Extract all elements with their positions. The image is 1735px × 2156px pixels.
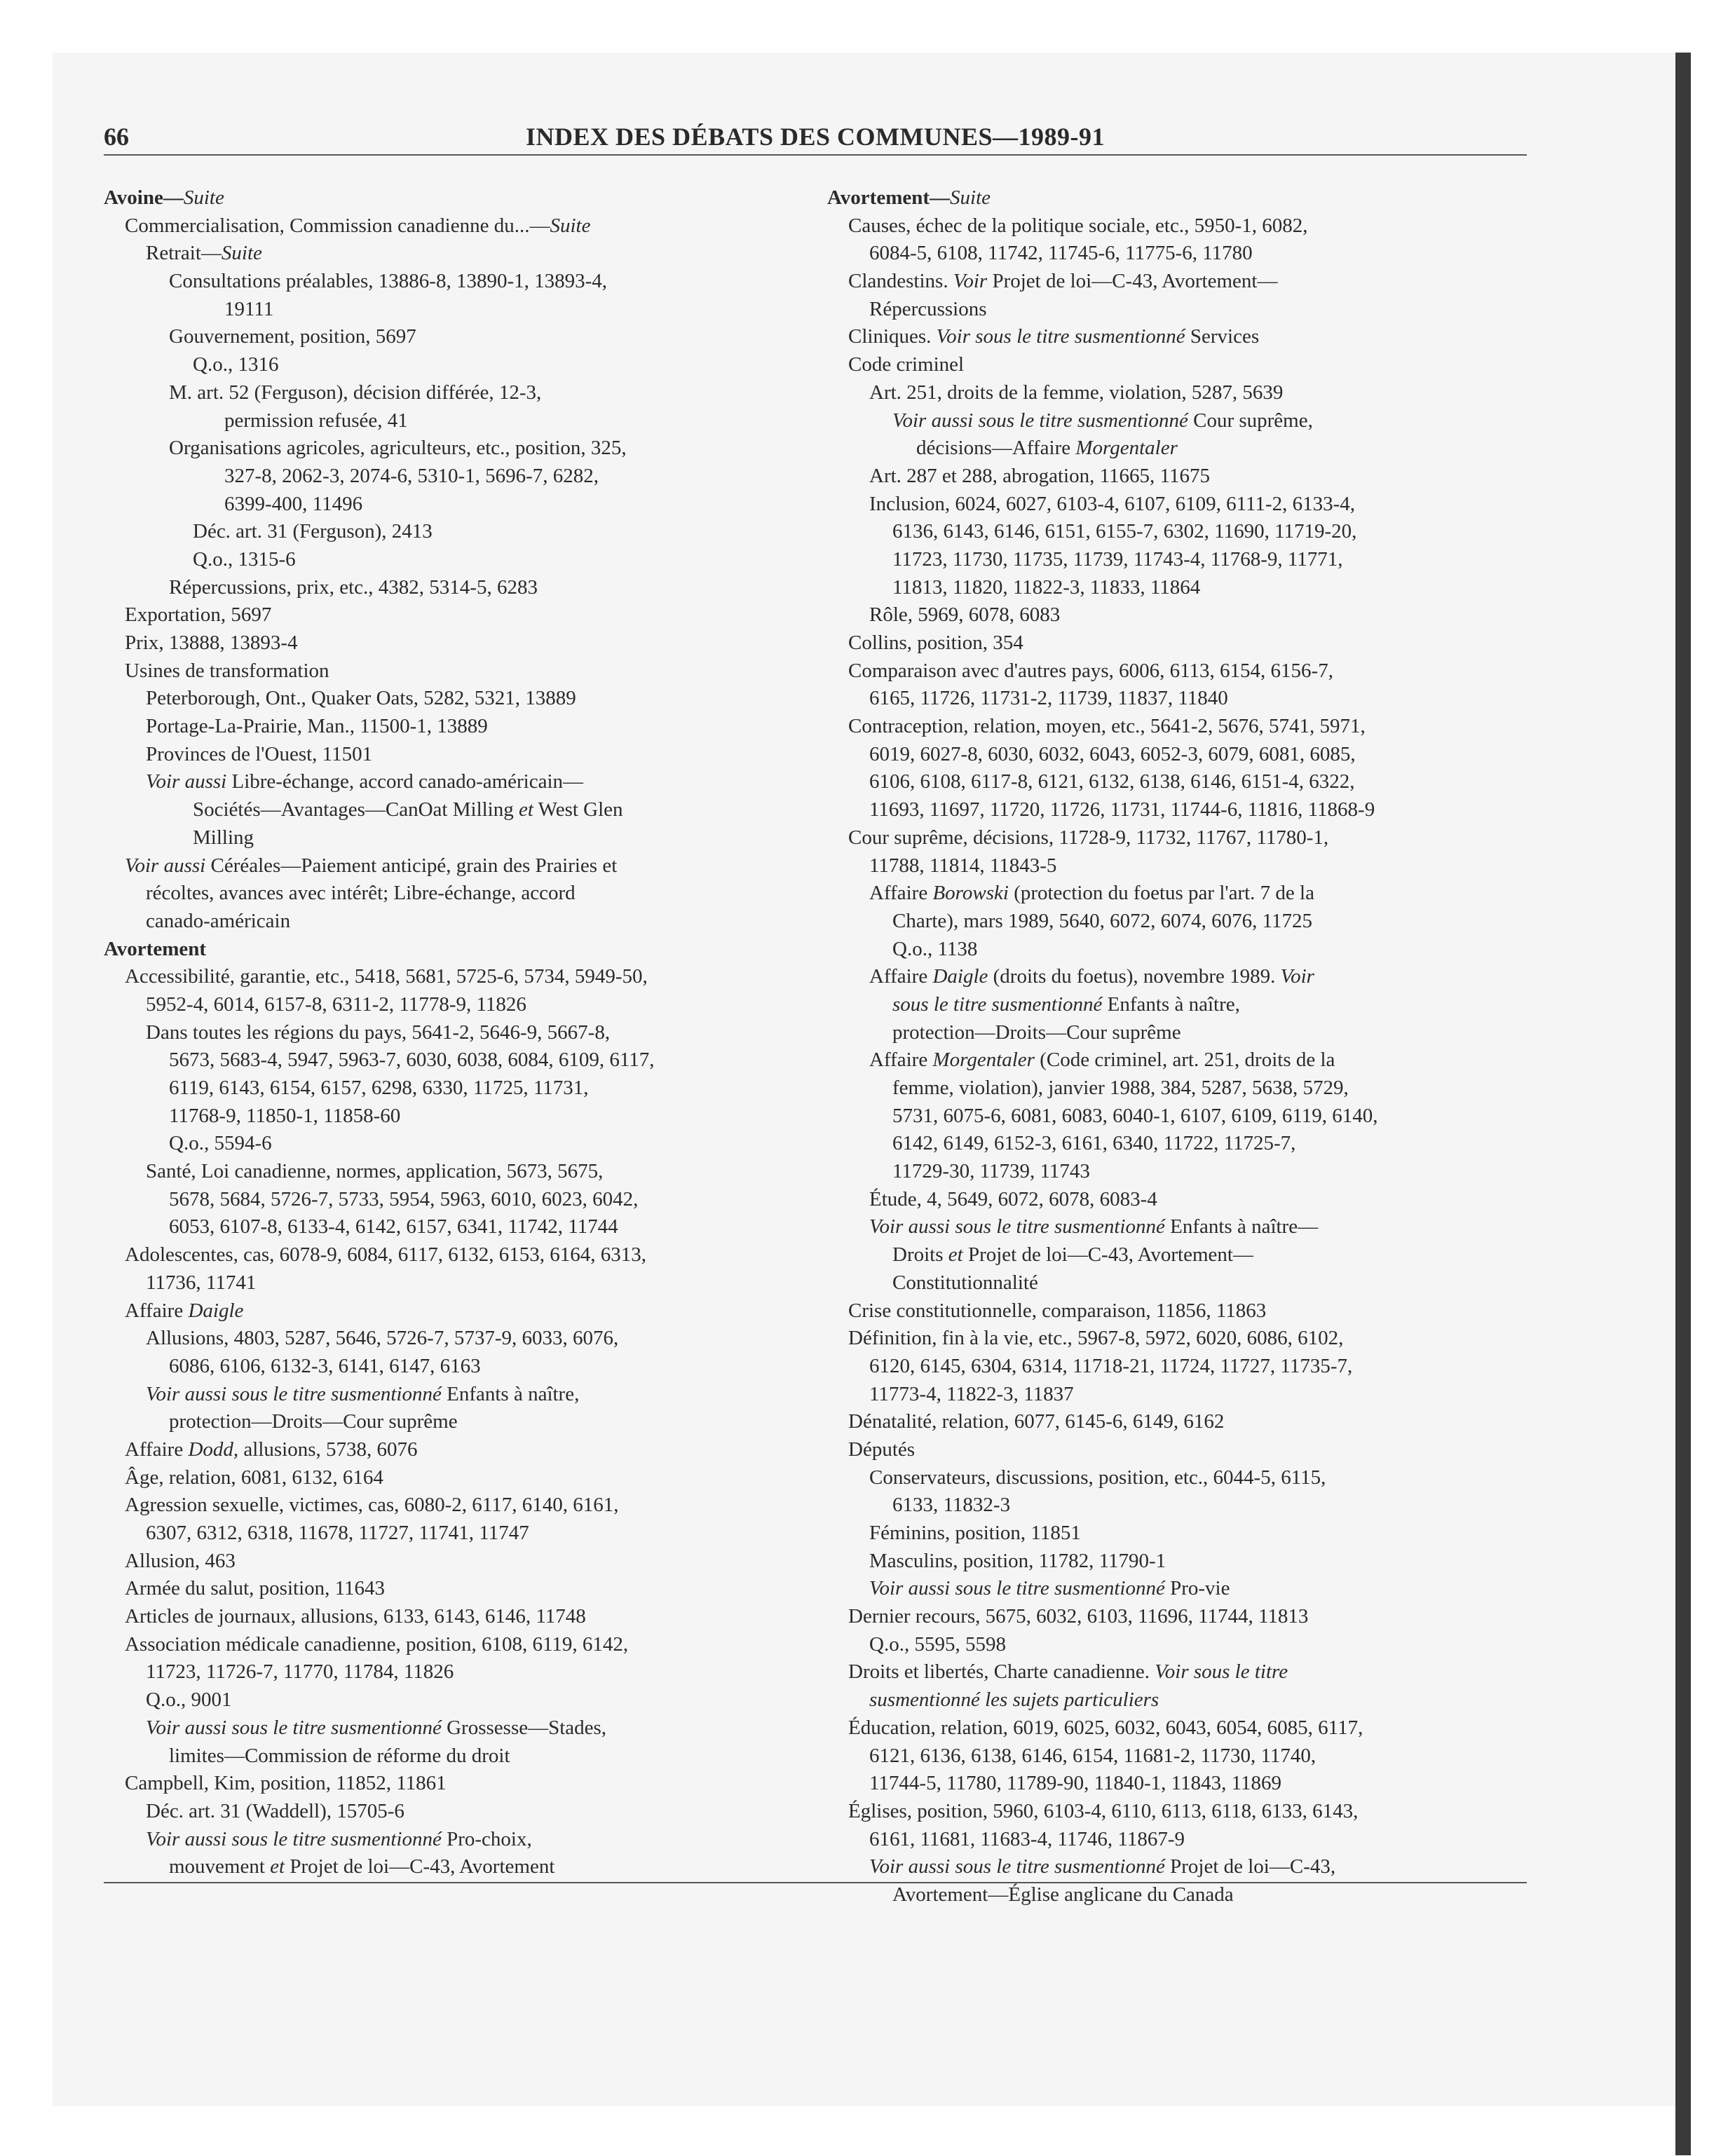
index-text: Âge, relation, 6081, 6132, 6164 [125, 1466, 383, 1489]
index-line [104, 1046, 777, 1074]
index-text: Portage-La-Prairie, Man., 11500-1, 13889 [146, 715, 488, 738]
index-text: Daigle [932, 965, 988, 988]
index-text: Q.o., 1138 [892, 937, 978, 960]
index-text: 6019, 6027-8, 6030, 6032, 6043, 6052-3, 6079, 6081, 6085, [869, 742, 1356, 765]
index-text: 5673, 5683-4, 5947, 5963-7, 6030, 6038, 6084, 6109, 6117, [169, 1049, 655, 1072]
index-text: Voir aussi sous le titre susmentionné [146, 1716, 442, 1739]
index-text: susmentionné les sujets particuliers [869, 1688, 1159, 1712]
index-line [104, 184, 777, 212]
index-line [104, 1575, 777, 1603]
index-text: 6133, 11832-3 [892, 1494, 1011, 1517]
index-line [827, 407, 1500, 435]
index-text: Collins, position, 354 [848, 632, 1023, 654]
binding-edge [1675, 53, 1691, 2155]
index-text: 6307, 6312, 6318, 11678, 11727, 11741, 11747 [146, 1522, 529, 1544]
index-text: Q.o., 5594-6 [169, 1132, 272, 1155]
index-line [827, 1186, 1500, 1214]
index-line [104, 296, 777, 324]
index-text: Féminins, position, 11851 [869, 1522, 1081, 1544]
index-line [104, 713, 777, 741]
index-text: Provinces de l'Ouest, 11501 [146, 742, 373, 765]
index-text: Exportation, 5697 [125, 603, 272, 627]
index-line [104, 1826, 777, 1854]
index-text: Masculins, position, 11782, 11790-1 [869, 1549, 1166, 1572]
index-line [827, 880, 1500, 908]
index-line [827, 1658, 1500, 1686]
index-line [104, 1408, 777, 1436]
index-text: Cliniques. [848, 325, 937, 348]
index-line [104, 1381, 777, 1409]
index-text: Morgentaler [932, 1049, 1035, 1072]
index-text: 6119, 6143, 6154, 6157, 6298, 6330, 11725, 11731, [169, 1077, 589, 1099]
index-line [104, 1074, 777, 1103]
index-text: Comparaison avec d'autres pays, 6006, 6113, 6154, 6156-7, [848, 659, 1333, 682]
index-line [827, 518, 1500, 546]
index-line [827, 685, 1500, 713]
index-text: (Code criminel, art. 251, droits de la [1034, 1049, 1335, 1072]
index-text: Articles de journaux, allusions, 6133, 6143, 6146, 11748 [125, 1605, 586, 1628]
index-text: Organisations agricoles, agriculteurs, etc., position, 325, [169, 437, 627, 460]
index-line [827, 463, 1500, 491]
index-text: Adolescentes, cas, 6078-9, 6084, 6117, 6132, 6153, 6164, 6313, [125, 1243, 646, 1267]
index-text: Conservateurs, discussions, position, etc., 6044-5, 6115, [869, 1466, 1326, 1489]
page-number: 66 [104, 123, 129, 151]
index-text: allusions, 5738, 6076 [238, 1438, 418, 1461]
index-text: Répercussions, prix, etc., 4382, 5314-5, 6283 [169, 575, 538, 599]
index-text: et [948, 1243, 963, 1267]
index-line [827, 1297, 1500, 1325]
index-text: Q.o., 1315-6 [193, 547, 296, 571]
index-text: Cour suprême, [1188, 409, 1313, 432]
index-text: Étude, 4, 5649, 6072, 6078, 6083-4 [869, 1187, 1157, 1210]
index-line [827, 1269, 1500, 1297]
index-line [104, 518, 777, 546]
index-line [827, 796, 1500, 824]
index-line [104, 852, 777, 880]
index-text: Art. 287 et 288, abrogation, 11665, 11675 [869, 464, 1210, 487]
index-line [827, 1464, 1500, 1492]
index-text: 11768-9, 11850-1, 11858-60 [169, 1104, 401, 1127]
index-text: Affaire [869, 1049, 933, 1072]
index-line [827, 1603, 1500, 1631]
index-line [104, 1798, 777, 1826]
index-line [104, 1158, 777, 1186]
index-line [104, 1714, 777, 1742]
index-line [104, 824, 777, 852]
index-line [827, 1158, 1500, 1186]
index-line [827, 379, 1500, 407]
index-text: Contraception, relation, moyen, etc., 5641-2, 5676, 5741, 5971, [848, 715, 1366, 738]
index-line [827, 1770, 1500, 1798]
index-line [827, 908, 1500, 936]
running-title: INDEX DES DÉBATS DES COMMUNES—1989-91 [526, 123, 1105, 151]
index-line [827, 1492, 1500, 1520]
index-line [104, 435, 777, 463]
index-text: Code criminel [848, 353, 965, 376]
index-line [827, 601, 1500, 629]
index-text: Charte), mars 1989, 5640, 6072, 6074, 6076, 11725 [892, 909, 1313, 932]
index-line [104, 1686, 777, 1714]
index-text: Milling [193, 826, 254, 849]
index-text: 11813, 11820, 11822-3, 11833, 11864 [892, 575, 1201, 599]
index-text: 11723, 11726-7, 11770, 11784, 11826 [146, 1660, 454, 1684]
index-line [827, 574, 1500, 602]
index-line [827, 963, 1500, 991]
index-text: Libre-échange, accord canado-américain— [226, 770, 584, 793]
index-text: Avortement [104, 937, 207, 960]
index-line [827, 1548, 1500, 1576]
index-text: Causes, échec de la politique sociale, etc., 5950-1, 6082, [848, 214, 1308, 237]
index-text: Borowski [932, 882, 1009, 905]
index-line [827, 296, 1500, 324]
index-text: 11729-30, 11739, 11743 [892, 1160, 1090, 1183]
index-text: Enfants à naître, [1102, 992, 1240, 1016]
index-line [827, 1826, 1500, 1854]
index-text: 6142, 6149, 6152-3, 6161, 6340, 11722, 11725-7, [892, 1132, 1296, 1155]
index-text: 11788, 11814, 11843-5 [869, 854, 1057, 877]
index-text: Affaire [125, 1438, 189, 1461]
index-line [104, 1353, 777, 1381]
index-text: Morgentaler [1075, 437, 1178, 460]
index-line [827, 1575, 1500, 1603]
index-line [104, 351, 777, 379]
index-text: Daigle [188, 1299, 244, 1322]
index-text: 11723, 11730, 11735, 11739, 11743-4, 11768-9, 11771, [892, 547, 1343, 571]
index-text: Projet de loi—C-43, [1164, 1855, 1336, 1878]
index-text: 6106, 6108, 6117-8, 6121, 6132, 6138, 6146, 6151-4, 6322, [869, 770, 1355, 793]
index-line [104, 685, 777, 713]
index-line [104, 1520, 777, 1548]
index-text: Association médicale canadienne, position, 6108, 6119, 6142, [125, 1632, 629, 1656]
index-line [827, 991, 1500, 1019]
index-line [827, 1520, 1500, 1548]
index-text: 6084-5, 6108, 11742, 11745-6, 11775-6, 11780 [869, 242, 1253, 265]
index-line [827, 1325, 1500, 1353]
index-line [827, 1241, 1500, 1269]
index-text: mouvement [169, 1855, 271, 1878]
index-line [104, 1269, 777, 1297]
index-text: 5678, 5684, 5726-7, 5733, 5954, 5963, 6010, 6023, 6042, [169, 1187, 639, 1210]
index-line [104, 1186, 777, 1214]
index-text: 11736, 11741 [146, 1271, 257, 1294]
index-text: Voir aussi [125, 854, 206, 877]
index-text: 6121, 6136, 6138, 6146, 6154, 11681-2, 11730, 11740, [869, 1744, 1316, 1767]
index-line [827, 212, 1500, 240]
index-text: et [270, 1855, 285, 1878]
index-text: Accessibilité, garantie, etc., 5418, 5681, 5725-6, 5734, 5949-50, [125, 965, 648, 988]
index-text: Enfants à naître— [1164, 1215, 1319, 1239]
index-text: Pro-choix, [441, 1827, 532, 1850]
index-text: permission refusée, 41 [224, 409, 408, 432]
index-text: 6399-400, 11496 [224, 492, 363, 515]
index-text: Dans toutes les régions du pays, 5641-2, 5646-9, 5667-8, [146, 1021, 611, 1044]
index-text: Voir aussi sous le titre susmentionné [892, 409, 1188, 432]
index-text: Santé, Loi canadienne, normes, application, 5673, 5675, [146, 1160, 604, 1183]
index-column-left [104, 184, 777, 1881]
index-line [827, 824, 1500, 852]
index-text: protection—Droits—Cour suprême [169, 1410, 458, 1433]
index-text: Q.o., 1316 [193, 353, 279, 376]
index-text: Agression sexuelle, victimes, cas, 6080-2, 6117, 6140, 6161, [125, 1494, 619, 1517]
index-text: et [519, 798, 533, 821]
index-text: Projet de loi—C-43, Avortement— [987, 270, 1278, 293]
index-text: Armée du salut, position, 11643 [125, 1577, 386, 1600]
index-text: 6161, 11681, 11683-4, 11746, 11867-9 [869, 1827, 1185, 1850]
index-text: West Glen [533, 798, 623, 821]
index-text: 11693, 11697, 11720, 11726, 11731, 11744-6, 11816, 11868-9 [869, 798, 1375, 821]
index-text: Consultations préalables, 13886-8, 13890-1, 13893-4, [169, 270, 608, 293]
index-line [827, 546, 1500, 574]
index-text: Voir [1280, 965, 1314, 988]
index-line [827, 1798, 1500, 1826]
index-line [827, 936, 1500, 964]
index-line [827, 1408, 1500, 1436]
index-text: Campbell, Kim, position, 11852, 11861 [125, 1772, 447, 1795]
index-text: Pro-vie [1164, 1577, 1230, 1600]
index-text: Clandestins. [848, 270, 953, 293]
index-line [104, 741, 777, 769]
index-line [104, 657, 777, 685]
index-line [827, 323, 1500, 351]
index-line [104, 323, 777, 351]
index-line [827, 491, 1500, 519]
index-text: Voir aussi sous le titre susmentionné [146, 1827, 442, 1850]
index-text: Voir aussi sous le titre susmentionné [146, 1382, 442, 1405]
index-text: Affaire [869, 882, 933, 905]
index-text: 6165, 11726, 11731-2, 11739, 11837, 11840 [869, 687, 1228, 710]
index-text: Retrait— [146, 242, 222, 265]
index-text: 5952-4, 6014, 6157-8, 6311-2, 11778-9, 11826 [146, 992, 526, 1016]
index-line [104, 963, 777, 991]
index-line [104, 407, 777, 435]
index-line [104, 796, 777, 824]
index-text: Voir aussi sous le titre susmentionné [869, 1855, 1165, 1878]
index-line [104, 1658, 777, 1686]
index-line [104, 1548, 777, 1576]
index-text: Services [1185, 325, 1260, 348]
index-text: décisions—Affaire [916, 437, 1076, 460]
index-text: Éducation, relation, 6019, 6025, 6032, 6043, 6054, 6085, 6117, [848, 1716, 1363, 1739]
index-line [104, 463, 777, 491]
index-line [827, 1103, 1500, 1131]
index-text: 327-8, 2062-3, 2074-6, 5310-1, 5696-7, 6282, [224, 464, 599, 487]
index-text: 5731, 6075-6, 6081, 6083, 6040-1, 6107, 6109, 6119, 6140, [892, 1104, 1378, 1127]
index-text: canado-américain [146, 909, 291, 932]
index-text: 6136, 6143, 6146, 6151, 6155-7, 6302, 11690, 11719-20, [892, 520, 1357, 543]
index-line [104, 936, 777, 964]
index-text: Q.o., 5595, 5598 [869, 1632, 1006, 1656]
index-line [104, 1297, 777, 1325]
index-line [104, 1492, 777, 1520]
page-header [104, 119, 1527, 156]
index-text: 19111 [224, 297, 274, 320]
index-text: Peterborough, Ont., Quaker Oats, 5282, 5321, 13889 [146, 687, 576, 710]
index-text: Gouvernement, position, 5697 [169, 325, 416, 348]
index-text: Cour suprême, décisions, 11728-9, 11732, 11767, 11780-1, [848, 826, 1329, 849]
index-text: Voir aussi sous le titre susmentionné [869, 1215, 1165, 1239]
index-line [104, 629, 777, 657]
index-line [104, 908, 777, 936]
index-text: Suite [550, 214, 591, 237]
index-line [827, 657, 1500, 685]
index-text: Projet de loi—C-43, Avortement [285, 1855, 555, 1878]
index-line [827, 1213, 1500, 1241]
index-line [827, 1881, 1500, 1909]
index-line [827, 768, 1500, 796]
index-text: Prix, 13888, 13893-4 [125, 632, 298, 654]
index-text: Suite [183, 186, 224, 209]
index-line [104, 1853, 777, 1881]
index-text: Art. 251, droits de la femme, violation, 5287, 5639 [869, 381, 1284, 404]
index-text: Enfants à naître, [441, 1382, 580, 1405]
index-line [104, 1130, 777, 1158]
index-line [104, 768, 777, 796]
index-line [104, 574, 777, 602]
index-text: Projet de loi—C-43, Avortement— [962, 1243, 1253, 1267]
index-line [827, 1074, 1500, 1103]
index-line [104, 1103, 777, 1131]
index-text: 11744-5, 11780, 11789-90, 11840-1, 11843, 11869 [869, 1772, 1282, 1795]
index-text: Usines de transformation [125, 659, 329, 682]
index-text: Députés [848, 1438, 916, 1461]
footer-rule [104, 1882, 1527, 1883]
index-text: Dernier recours, 5675, 6032, 6103, 11696, 11744, 11813 [848, 1605, 1309, 1628]
index-line [827, 1714, 1500, 1742]
index-text: Droits et libertés, Charte canadienne. [848, 1660, 1155, 1684]
index-line [104, 546, 777, 574]
index-line [104, 880, 777, 908]
index-line [827, 1019, 1500, 1047]
index-text: Affaire [125, 1299, 189, 1322]
index-text: femme, violation), janvier 1988, 384, 5287, 5638, 5729, [892, 1077, 1349, 1099]
index-text: Droits [892, 1243, 948, 1267]
index-line [827, 629, 1500, 657]
index-line [827, 351, 1500, 379]
index-line [827, 1353, 1500, 1381]
index-text: Commercialisation, Commission canadienne du...— [125, 214, 550, 237]
index-line [104, 379, 777, 407]
index-line [827, 713, 1500, 741]
index-text: Dodd, [188, 1438, 239, 1461]
index-text: Déc. art. 31 (Ferguson), 2413 [193, 520, 433, 543]
index-text: Avortement— [827, 186, 951, 209]
index-line [104, 991, 777, 1019]
index-text: Rôle, 5969, 6078, 6083 [869, 603, 1061, 627]
index-text: Allusion, 463 [125, 1549, 236, 1572]
index-text: Églises, position, 5960, 6103-4, 6110, 6113, 6118, 6133, 6143, [848, 1799, 1359, 1822]
index-text: protection—Droits—Cour suprême [892, 1021, 1181, 1044]
index-text: Constitutionnalité [892, 1271, 1038, 1294]
index-line [104, 1770, 777, 1798]
index-text: M. art. 52 (Ferguson), décision différée, 12-3, [169, 381, 542, 404]
index-text: 6053, 6107-8, 6133-4, 6142, 6157, 6341, 11742, 11744 [169, 1215, 618, 1239]
index-line [827, 852, 1500, 880]
index-line [104, 1019, 777, 1047]
index-text: Avortement—Église anglicane du Canada [892, 1883, 1234, 1906]
index-text: Suite [221, 242, 262, 265]
index-line [827, 435, 1500, 463]
index-text: Suite [950, 186, 991, 209]
index-text: Voir sous le titre [1155, 1660, 1288, 1684]
index-line [104, 1213, 777, 1241]
index-line [827, 1686, 1500, 1714]
index-text: Déc. art. 31 (Waddell), 15705-6 [146, 1799, 404, 1822]
index-text: (protection du foetus par l'art. 7 de la [1008, 882, 1314, 905]
index-text: 6086, 6106, 6132-3, 6141, 6147, 6163 [169, 1354, 481, 1377]
index-text: Dénatalité, relation, 6077, 6145-6, 6149, 6162 [848, 1410, 1225, 1433]
index-line [104, 1464, 777, 1492]
index-line [827, 240, 1500, 268]
index-text: (droits du foetus), novembre 1989. [988, 965, 1281, 988]
index-text: sous le titre susmentionné [892, 992, 1103, 1016]
index-line [827, 268, 1500, 296]
index-line [104, 1436, 777, 1464]
index-text: Grossesse—Stades, [441, 1716, 607, 1739]
index-line [104, 268, 777, 296]
index-line [827, 1436, 1500, 1464]
index-text: Céréales—Paiement anticipé, grain des Prairies et [205, 854, 618, 877]
index-line [827, 1853, 1500, 1881]
index-line [104, 601, 777, 629]
index-line [827, 1130, 1500, 1158]
index-line [104, 240, 777, 268]
index-text: Voir sous le titre susmentionné [936, 325, 1185, 348]
index-line [827, 1381, 1500, 1409]
index-text: 6120, 6145, 6304, 6314, 11718-21, 11724, 11727, 11735-7, [869, 1354, 1353, 1377]
index-text: Répercussions [869, 297, 987, 320]
index-line [104, 1603, 777, 1631]
index-text: Sociétés—Avantages—CanOat Milling [193, 798, 519, 821]
index-line [827, 1742, 1500, 1770]
index-text: Allusions, 4803, 5287, 5646, 5726-7, 5737-9, 6033, 6076, [146, 1327, 619, 1350]
index-text: Voir aussi [146, 770, 227, 793]
index-column-right [827, 184, 1500, 1909]
index-text: Affaire [869, 965, 933, 988]
index-text: Q.o., 9001 [146, 1688, 232, 1712]
index-line [827, 741, 1500, 769]
index-text: Inclusion, 6024, 6027, 6103-4, 6107, 6109, 6111-2, 6133-4, [869, 492, 1355, 515]
index-text: récoltes, avances avec intérêt; Libre-échange, accord [146, 882, 576, 905]
index-text: Avoine— [104, 186, 184, 209]
index-line [104, 1241, 777, 1269]
index-line [104, 491, 777, 519]
index-line [827, 1631, 1500, 1659]
index-text: Définition, fin à la vie, etc., 5967-8, 5972, 6020, 6086, 6102, [848, 1327, 1344, 1350]
index-text: limites—Commission de réforme du droit [169, 1744, 510, 1767]
index-line [104, 1631, 777, 1659]
index-text: 11773-4, 11822-3, 11837 [869, 1382, 1074, 1405]
index-line [827, 1046, 1500, 1074]
index-line [104, 1325, 777, 1353]
index-line [104, 212, 777, 240]
index-text: Voir aussi sous le titre susmentionné [869, 1577, 1165, 1600]
index-line [827, 184, 1500, 212]
index-text: Voir [953, 270, 988, 293]
index-line [104, 1742, 777, 1770]
index-text: Crise constitutionnelle, comparaison, 11856, 11863 [848, 1299, 1267, 1322]
